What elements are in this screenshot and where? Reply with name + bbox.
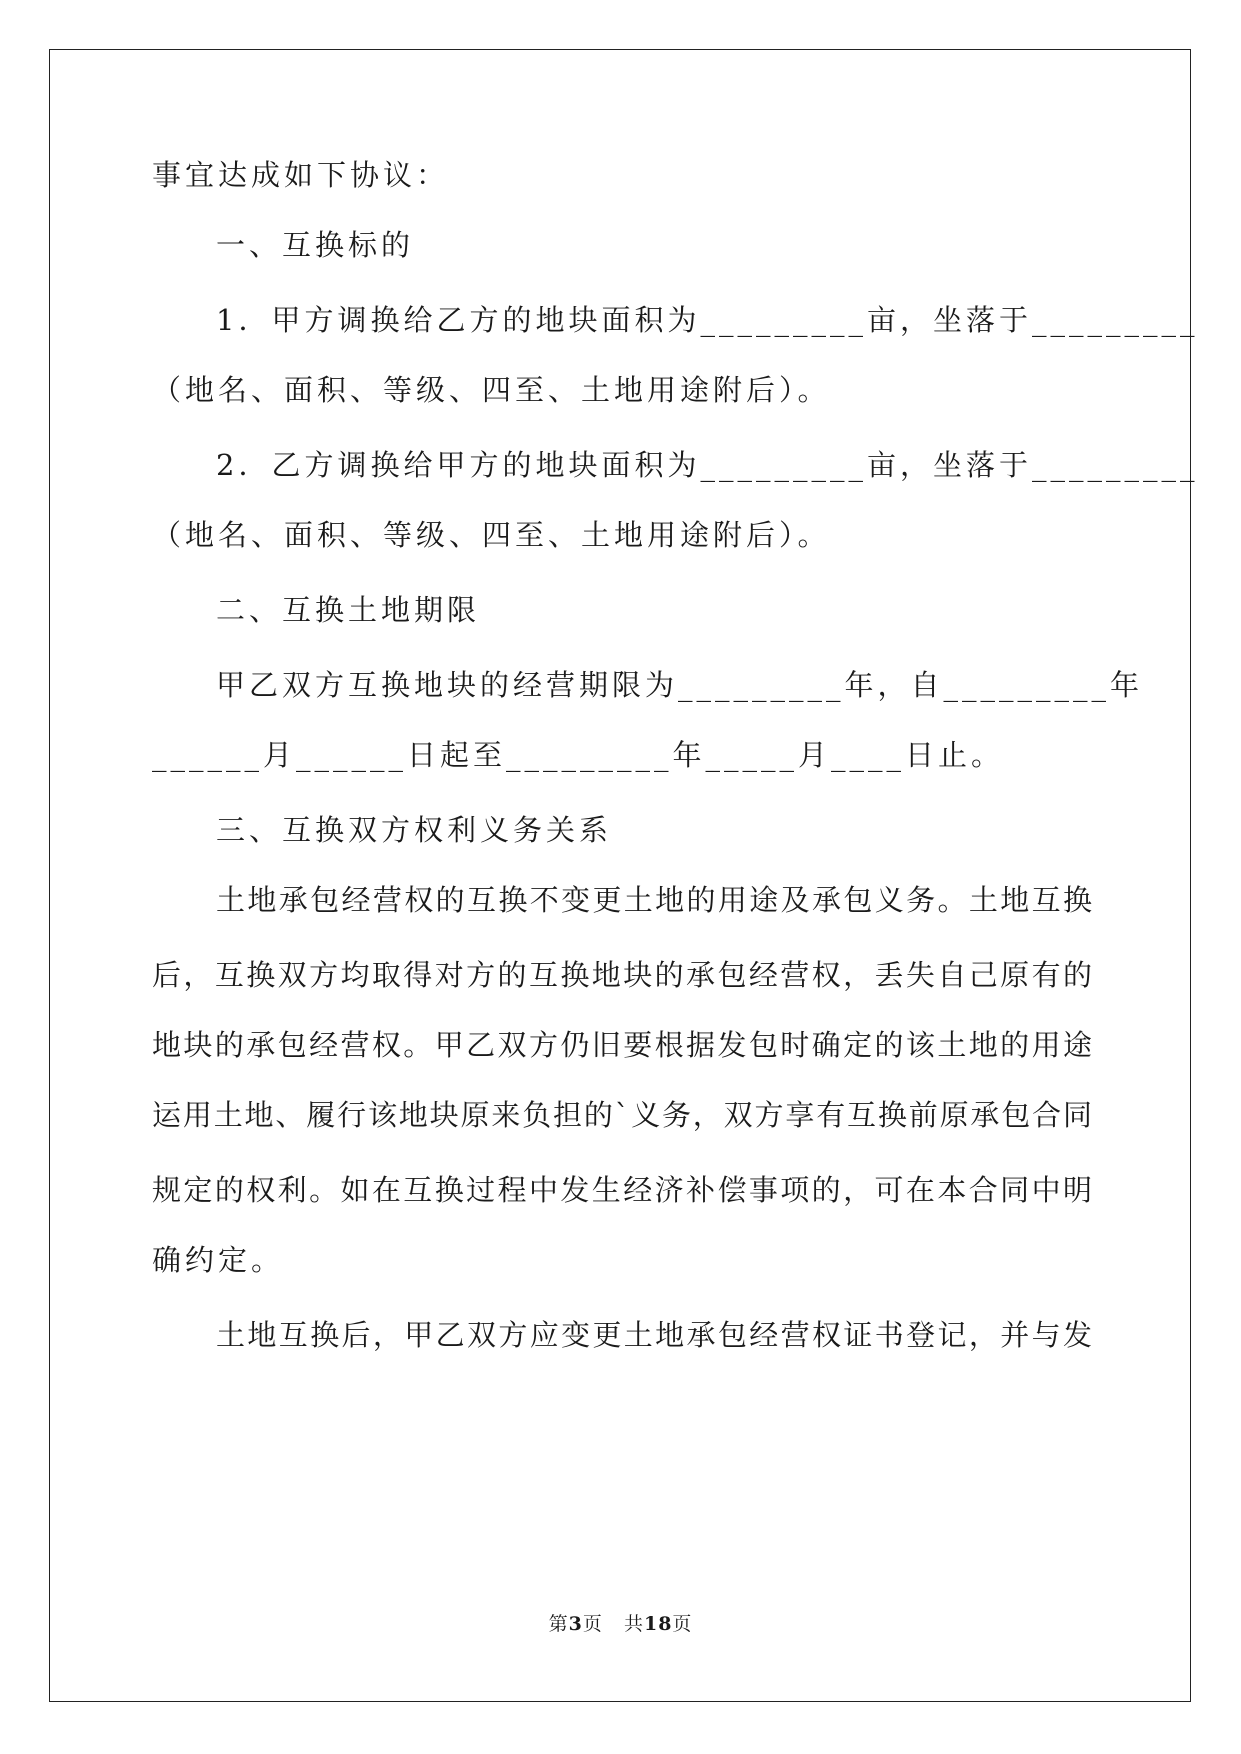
footer-page-unit: 页	[582, 1613, 603, 1635]
footer-total-unit: 页	[672, 1613, 693, 1635]
text-line-term-dates: ______月______日起至_________年_____月____日止。	[152, 738, 1005, 772]
paragraph-line: 确约定。	[152, 1243, 285, 1277]
clause-1-party-a-plot: 1．甲方调换给乙方的地块面积为_________亩，坐落于_________	[216, 303, 1199, 337]
clause-2-party-b-plot: 2．乙方调换给甲方的地块面积为_________亩，坐落于_________	[216, 448, 1199, 482]
footer-page-number: 3	[568, 1613, 583, 1635]
section-heading-rights-obligations: 三、互换双方权利义务关系	[216, 813, 613, 847]
section-heading-exchange-object: 一、互换标的	[216, 228, 415, 262]
page-footer	[0, 1612, 1241, 1636]
footer-total-prefix: 共	[623, 1613, 644, 1635]
text-line-term-period: 甲乙双方互换地块的经营期限为_________年，自_________年	[216, 668, 1144, 702]
paragraph-line: 运用土地、履行该地块原来负担的`义务，双方享有互换前原承包合同	[152, 1098, 1092, 1132]
page-border	[49, 49, 1199, 1702]
clause-1-plot-details-note: （地名、面积、等级、四至、土地用途附后）。	[152, 373, 831, 407]
footer-total-number: 18	[643, 1613, 673, 1635]
clause-2-plot-details-note: （地名、面积、等级、四至、土地用途附后）。	[152, 518, 831, 552]
paragraph-line: 土地承包经营权的互换不变更土地的用途及承包义务。土地互换	[216, 883, 1092, 917]
paragraph-line: 规定的权利。如在互换过程中发生经济补偿事项的，可在本合同中明	[152, 1173, 1092, 1207]
paragraph-line: 土地互换后，甲乙双方应变更土地承包经营权证书登记，并与发	[216, 1318, 1092, 1352]
paragraph-line: 地块的承包经营权。甲乙双方仍旧要根据发包时确定的该土地的用途	[152, 1028, 1092, 1062]
section-heading-exchange-term: 二、互换土地期限	[216, 593, 481, 627]
paragraph-line: 后，互换双方均取得对方的互换地块的承包经营权，丢失自己原有的	[152, 958, 1092, 992]
footer-page-prefix: 第	[548, 1613, 569, 1635]
text-line-agreement-intro: 事宜达成如下协议：	[152, 158, 450, 192]
